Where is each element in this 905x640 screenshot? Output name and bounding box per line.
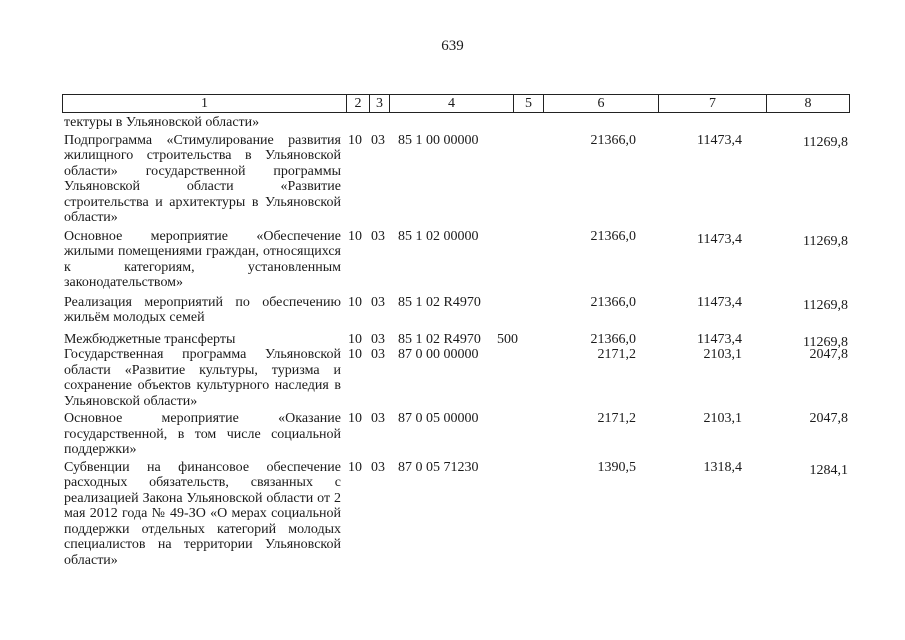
- table-row: [0, 347, 905, 409]
- row-value-1: 21366,0: [590, 294, 636, 310]
- row-value-2: 11473,4: [697, 294, 742, 310]
- row-subsection: 03: [371, 411, 385, 426]
- row-value-2: 1318,4: [703, 459, 742, 475]
- row-name: Основное мероприятие «Обеспечение жилыми помещениями граждан, относящихся к категориям, установленным законодательством»: [64, 228, 341, 290]
- row-value-1: 2171,2: [597, 347, 636, 362]
- row-expense-type: 500: [497, 331, 518, 347]
- row-name: Основное мероприятие «Оказание государственной, в том числе социальной поддержки»: [64, 411, 341, 457]
- row-value-3: 11269,8: [803, 233, 848, 249]
- row-target-article: 87 0 05 71230: [398, 459, 479, 475]
- row-value-3: 11269,8: [803, 134, 848, 150]
- table-row: [0, 411, 905, 458]
- row-target-article: 85 1 02 00000: [398, 228, 479, 244]
- row-value-1: 21366,0: [590, 331, 636, 347]
- table-row: [0, 229, 905, 291]
- table-row: [0, 115, 905, 131]
- row-target-article: 85 1 00 00000: [398, 132, 479, 148]
- row-subsection: 03: [371, 347, 385, 362]
- table-row: [0, 460, 905, 569]
- row-target-article: 85 1 02 R4970: [398, 331, 481, 347]
- row-name: Подпрограмма «Стимулирование развития жилищного строительства в Ульяновской области» государственной программы Ульяновской области «Развитие строительства и архитектуры в Ульяновской области»: [64, 132, 341, 225]
- row-name: Межбюджетные трансферты: [64, 331, 236, 347]
- header-col-3: 3: [370, 95, 390, 112]
- row-value-2: 2103,1: [703, 411, 742, 426]
- row-value-1: 2171,2: [597, 411, 636, 426]
- row-subsection: 03: [371, 459, 385, 475]
- row-value-2: 11473,4: [697, 331, 742, 347]
- row-name: Субвенции на финансовое обеспечение расходных обязательств, связанных с реализацией Закона Ульяновской области от 2 мая 2012 года № 49-ЗО «О мерах социальной поддержки отдельных категорий молодых специалистов на территории Ульяновской области»: [64, 459, 341, 568]
- row-subsection: 03: [371, 331, 385, 347]
- header-col-6: 6: [544, 95, 659, 112]
- page-number: 639: [441, 38, 464, 54]
- row-section: 10: [348, 459, 362, 475]
- row-section: 10: [348, 331, 362, 347]
- row-subsection: 03: [371, 294, 385, 310]
- table-body: [0, 115, 905, 568]
- row-section: 10: [348, 411, 362, 426]
- row-name: Государственная программа Ульяновской области «Развитие культуры, туризма и сохранение объектов культурного наследия в Ульяновской области»: [64, 347, 341, 409]
- header-col-2: 2: [347, 95, 370, 112]
- row-value-2: 11473,4: [697, 132, 742, 148]
- header-col-1: 1: [63, 95, 347, 112]
- row-target-article: 87 0 00 00000: [398, 347, 479, 362]
- table-row: [0, 332, 905, 348]
- table-row: [0, 295, 905, 326]
- row-value-3: 11269,8: [803, 297, 848, 313]
- row-value-2: 2103,1: [703, 347, 742, 362]
- row-value-2: 11473,4: [697, 231, 742, 247]
- row-value-1: 21366,0: [590, 132, 636, 148]
- header-col-4: 4: [390, 95, 514, 112]
- row-value-1: 21366,0: [590, 228, 636, 244]
- table-row: [0, 133, 905, 226]
- row-subsection: 03: [371, 228, 385, 244]
- row-value-3: 2047,8: [809, 411, 848, 426]
- row-value-3: 11269,8: [803, 334, 848, 350]
- row-value-3: 1284,1: [809, 462, 848, 478]
- row-name: Реализация мероприятий по обеспечению жильём молодых семей: [64, 294, 341, 325]
- header-col-7: 7: [659, 95, 767, 112]
- header-col-8: 8: [804, 96, 812, 111]
- row-subsection: 03: [371, 132, 385, 148]
- row-section: 10: [348, 228, 362, 244]
- header-col-5: 5: [514, 95, 544, 112]
- row-section: 10: [348, 347, 362, 362]
- row-value-3: 2047,8: [809, 347, 848, 362]
- row-section: 10: [348, 294, 362, 310]
- row-value-1: 1390,5: [597, 459, 636, 475]
- row-target-article: 85 1 02 R4970: [398, 294, 481, 310]
- row-name: тектуры в Ульяновской области»: [64, 115, 260, 130]
- table-header: [62, 94, 850, 113]
- row-section: 10: [348, 132, 362, 148]
- row-target-article: 87 0 05 00000: [398, 411, 479, 426]
